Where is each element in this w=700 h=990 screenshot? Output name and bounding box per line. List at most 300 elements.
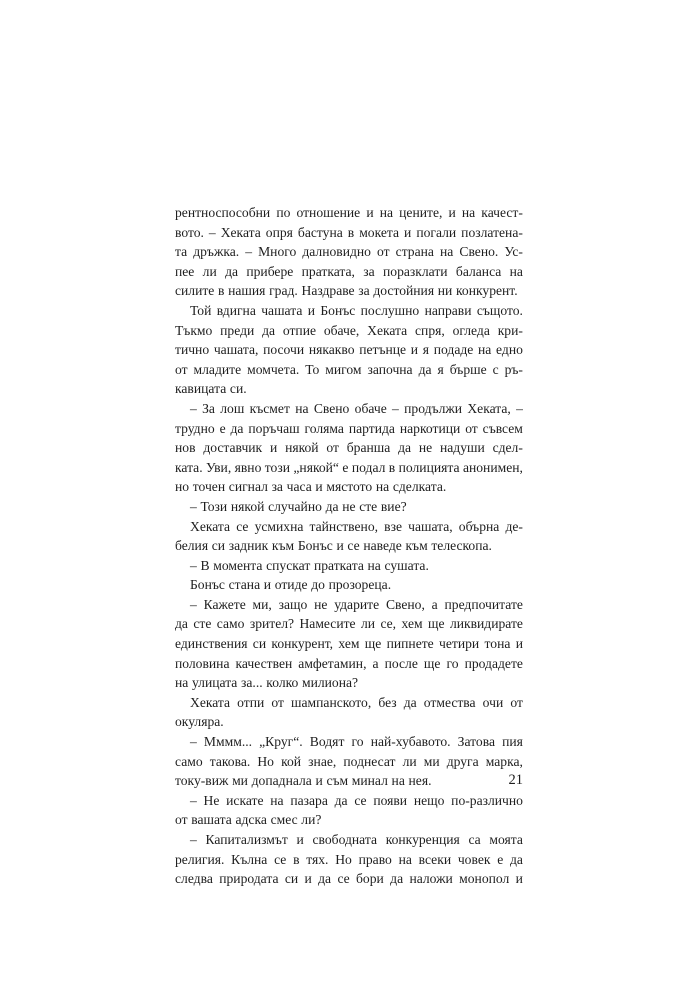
word: Кълна: [231, 851, 268, 867]
word: Свено.: [459, 244, 499, 260]
word: да: [175, 616, 188, 632]
word: сте: [193, 616, 212, 632]
word: е: [342, 459, 349, 475]
word: а: [431, 596, 438, 612]
word: е: [219, 420, 226, 436]
word: пее: [175, 263, 195, 279]
word: страна: [395, 244, 434, 260]
word: –: [190, 557, 197, 573]
word: ли?: [301, 812, 322, 828]
word: право: [358, 851, 392, 867]
word: съвсем: [482, 420, 523, 436]
word: в: [218, 283, 225, 299]
word: после: [384, 655, 418, 671]
word: окуляра.: [175, 714, 224, 730]
word: и: [336, 538, 344, 554]
word: наложи: [409, 871, 453, 887]
text-line: [175, 791, 523, 811]
word: пия: [502, 734, 523, 750]
word: сигнал: [228, 479, 268, 495]
text-line: [175, 575, 523, 595]
word: тично: [175, 342, 210, 358]
word: ръ-: [504, 361, 523, 377]
word: не: [314, 596, 328, 612]
word: де-: [505, 518, 523, 534]
text-line: [175, 810, 523, 830]
word: от: [510, 694, 523, 710]
word: и: [515, 636, 523, 652]
word: обаче: [354, 400, 387, 416]
word: В: [200, 557, 210, 573]
word: късмет: [249, 400, 290, 416]
word: вие?: [380, 498, 407, 514]
word: го: [351, 734, 364, 750]
word: да: [262, 322, 276, 338]
word: ката.: [175, 459, 203, 475]
word: Тъкмо: [175, 322, 213, 338]
word: Ус-: [504, 244, 523, 260]
word: опря: [265, 224, 293, 240]
word: бори: [356, 871, 384, 887]
text-line: [175, 850, 523, 870]
word: мокета: [359, 224, 400, 240]
word: някой: [285, 440, 319, 456]
word: и: [263, 577, 272, 593]
word: някакво: [308, 342, 355, 358]
word: Кажете: [203, 596, 246, 612]
word: и: [307, 302, 315, 318]
word: преди: [220, 322, 255, 338]
word: най-хубавото.: [370, 734, 451, 750]
text-line: [175, 419, 523, 439]
word: прозореца.: [328, 577, 392, 593]
word: от: [465, 420, 478, 436]
word: момчета.: [247, 361, 300, 377]
word: Свено,: [385, 596, 425, 612]
word: конкурент.: [456, 283, 518, 299]
word: –: [190, 498, 197, 514]
word: за: [271, 479, 283, 495]
word: за: [363, 263, 375, 279]
word: следва: [175, 871, 213, 887]
word: и: [304, 871, 312, 887]
text-line: [175, 203, 523, 223]
word: си: [284, 871, 299, 887]
text-line: [175, 301, 523, 321]
word: полицията: [398, 459, 460, 475]
word: а: [372, 655, 379, 671]
word: ще: [364, 636, 382, 652]
word: момента: [213, 557, 263, 573]
word: вдигна: [216, 302, 256, 318]
word: на: [375, 479, 390, 495]
word: по: [276, 205, 291, 220]
word: баланса: [455, 263, 502, 279]
word: кавицата: [175, 381, 227, 397]
word: да: [318, 871, 332, 887]
word: от: [175, 361, 188, 377]
word: бранша: [346, 440, 391, 456]
word: милиона?: [302, 675, 359, 691]
word: –: [190, 596, 197, 612]
word: сделката.: [392, 479, 447, 495]
word: и: [269, 440, 278, 456]
word: допаднала: [251, 773, 312, 789]
word: –: [245, 244, 253, 260]
word: белия: [175, 538, 209, 554]
word: Той: [190, 302, 212, 318]
text-line: [175, 693, 523, 713]
word: кой: [281, 753, 302, 769]
word: далновидно: [302, 244, 371, 260]
word: от: [175, 812, 188, 828]
word: от: [377, 244, 390, 260]
word: този: [264, 459, 290, 475]
word: на: [440, 244, 454, 260]
word: всеки: [418, 851, 452, 867]
text-line: [175, 321, 523, 341]
word: амфетамин,: [298, 655, 367, 671]
word: да: [398, 440, 412, 456]
word: стана: [228, 577, 261, 593]
word: искате: [226, 792, 264, 808]
word: и: [315, 773, 323, 789]
word: цените,: [399, 205, 443, 220]
word: подаде: [433, 342, 474, 358]
word: доставчик: [203, 440, 263, 456]
word: Мммм...: [203, 734, 253, 750]
word: да: [230, 420, 244, 436]
word: Намесите: [299, 616, 356, 632]
word: сте: [359, 498, 378, 514]
word: подал: [351, 459, 386, 475]
word: направи: [424, 302, 472, 318]
word: наркотици: [399, 420, 461, 436]
word: и: [366, 205, 374, 220]
word: позлатена-: [461, 224, 523, 240]
word: и: [296, 832, 304, 847]
word: поразклати: [383, 263, 448, 279]
word: марка,: [485, 753, 523, 769]
word: Хеката: [367, 322, 408, 338]
word: колко: [266, 675, 299, 691]
word: появи: [373, 792, 408, 808]
word: ми: [423, 753, 440, 769]
body-text: [175, 203, 523, 889]
word: –: [208, 224, 216, 240]
word: единствения: [175, 636, 248, 652]
word: сушата.: [384, 557, 429, 573]
word: на: [509, 263, 523, 279]
text-line: [175, 497, 523, 517]
word: вото.: [175, 224, 204, 240]
text-line: [175, 536, 523, 556]
word: четири: [439, 636, 480, 652]
word: Наздраве: [301, 283, 355, 299]
word: погали: [416, 224, 457, 240]
word: знае,: [308, 753, 337, 769]
word: същото.: [476, 302, 523, 318]
word: нещо: [413, 792, 445, 808]
word: на: [379, 205, 394, 220]
word: тона: [484, 636, 511, 652]
word: на: [398, 851, 412, 867]
word: се,: [380, 616, 397, 632]
word: до: [311, 577, 325, 593]
text-line: [175, 869, 523, 889]
word: ли: [360, 616, 376, 632]
word: мястото: [326, 479, 373, 495]
word: пратката: [313, 557, 364, 573]
word: та: [175, 244, 188, 260]
word: силите: [175, 283, 215, 299]
word: тях.: [306, 851, 329, 867]
word: човек: [457, 851, 491, 867]
word: са: [468, 832, 481, 847]
word: се: [347, 538, 360, 554]
word: в: [293, 851, 300, 867]
word: на: [295, 400, 309, 416]
word: обаче,: [323, 322, 360, 338]
word: на: [391, 773, 405, 789]
word: поръчаш: [248, 420, 300, 436]
word: минал: [351, 773, 388, 789]
word: си.: [229, 381, 247, 397]
word: някой: [230, 498, 265, 514]
word: ли: [402, 753, 417, 769]
word: точен: [192, 479, 226, 495]
word: Този: [200, 498, 228, 514]
text-line: [175, 517, 523, 537]
word: град.: [269, 283, 298, 299]
word: хем: [401, 616, 423, 632]
word: религия.: [175, 851, 225, 867]
word: посочи: [263, 342, 305, 358]
text-line: [175, 242, 523, 262]
word: ще: [428, 616, 445, 632]
word: нашия: [228, 283, 266, 299]
word: явно: [234, 459, 262, 475]
word: Водят: [309, 734, 345, 750]
word: партида: [348, 420, 395, 436]
word: отношение: [296, 205, 361, 220]
word: младите: [193, 361, 242, 377]
text-line: [175, 614, 523, 634]
word: отмества: [423, 694, 476, 710]
text-line: [175, 223, 523, 243]
word: –: [190, 792, 197, 808]
page-number: 21: [508, 772, 523, 788]
text-line: [175, 458, 523, 478]
word: моята: [489, 832, 523, 847]
word: я: [422, 342, 430, 358]
word: и: [448, 205, 456, 220]
word: чашата,: [408, 518, 453, 534]
word: само: [216, 616, 245, 632]
word: отиде: [274, 577, 308, 593]
word: чашата: [261, 302, 303, 318]
word: на: [478, 342, 492, 358]
word: на: [461, 205, 476, 220]
word: прибере: [246, 263, 294, 279]
word: свободната: [312, 832, 377, 847]
word: нов: [175, 440, 196, 456]
word: поднесат: [343, 753, 396, 769]
word: си: [211, 538, 226, 554]
word: Хеката: [220, 224, 261, 240]
word: качествен: [235, 655, 293, 671]
word: на: [367, 557, 381, 573]
word: едно: [496, 342, 523, 358]
word: си: [252, 636, 267, 652]
word: –: [516, 400, 523, 416]
word: нея.: [408, 773, 432, 789]
word: Уви,: [206, 459, 232, 475]
word: за...: [241, 675, 263, 691]
text-line: [175, 732, 523, 752]
word: го: [446, 655, 459, 671]
word: хем: [338, 636, 360, 652]
word: Много: [258, 244, 297, 260]
word: рентноспособни: [175, 205, 271, 220]
word: Хеката: [190, 518, 231, 534]
word: от: [326, 440, 339, 456]
text-line: [175, 654, 523, 674]
word: ще: [423, 655, 441, 671]
word: само: [175, 753, 203, 769]
word: бастуна: [297, 224, 343, 240]
text-line: [175, 477, 523, 497]
text-line: [175, 281, 523, 301]
word: трудно: [175, 420, 215, 436]
word: –: [190, 832, 197, 847]
word: Хеката,: [467, 400, 511, 416]
word: мигом: [325, 361, 362, 377]
word: природата: [219, 871, 279, 887]
word: конкуренция: [385, 832, 460, 847]
word: не: [342, 498, 356, 514]
word: качест-: [481, 205, 523, 220]
word: от: [271, 694, 284, 710]
word: –: [190, 400, 197, 416]
text-line: [175, 262, 523, 282]
word: дръжка.: [193, 244, 240, 260]
word: Свено: [313, 400, 350, 416]
text-line: [175, 752, 523, 772]
word: чашата,: [213, 342, 259, 358]
word: но: [175, 479, 190, 495]
word: спускат: [266, 557, 311, 573]
word: достойния: [373, 283, 435, 299]
word: Бонъс: [320, 302, 356, 318]
word: ли: [202, 263, 217, 279]
text-line: [175, 830, 523, 850]
word: на: [175, 675, 189, 691]
word: ни: [437, 283, 453, 299]
text-line: [175, 399, 523, 419]
word: Не: [203, 792, 220, 808]
word: наведе: [363, 538, 402, 554]
word: „някой“: [293, 459, 339, 475]
word: започна: [367, 361, 413, 377]
word: и: [410, 342, 419, 358]
word: се: [354, 792, 367, 808]
word: очи: [482, 694, 504, 710]
word: монопол: [459, 871, 510, 887]
word: се: [274, 851, 287, 867]
word: конкурент,: [271, 636, 334, 652]
word: не: [418, 440, 433, 456]
word: да: [325, 498, 339, 514]
word: „Круг“.: [259, 734, 303, 750]
word: огледа: [452, 322, 490, 338]
text-line: [175, 771, 523, 791]
word: тайнствено,: [309, 518, 379, 534]
word: петънце: [359, 342, 407, 358]
word: ударите: [334, 596, 380, 612]
word: се: [337, 871, 350, 887]
word: Затова: [457, 734, 495, 750]
word: голяма: [304, 420, 344, 436]
word: Капитализмът: [205, 832, 288, 847]
word: отпие: [282, 322, 317, 338]
text-line: [175, 379, 523, 399]
word: отпи: [237, 694, 265, 710]
word: в: [388, 459, 396, 475]
word: За: [202, 400, 215, 416]
word: да: [225, 263, 239, 279]
word: за: [358, 283, 370, 299]
word: пазара: [290, 792, 328, 808]
text-line: [175, 673, 523, 693]
word: с: [492, 361, 499, 377]
word: смес: [270, 812, 298, 828]
word: зрител?: [249, 616, 295, 632]
word: и: [515, 871, 523, 887]
word: надуши: [440, 440, 485, 456]
word: се: [236, 518, 249, 534]
word: взе: [384, 518, 402, 534]
word: да: [334, 792, 348, 808]
word: ликвидирате: [449, 616, 523, 632]
word: улицата: [191, 675, 238, 691]
word: спря,: [415, 322, 445, 338]
word: ми,: [252, 596, 272, 612]
text-line: [175, 556, 523, 576]
word: продължи: [404, 400, 463, 416]
word: случайно: [268, 498, 322, 514]
word: –: [190, 734, 197, 750]
word: послушно: [360, 302, 420, 318]
word: ми: [232, 773, 248, 789]
word: кри-: [497, 322, 523, 338]
word: по-различно: [451, 792, 523, 808]
word: часа: [286, 479, 312, 495]
word: защо: [278, 596, 308, 612]
word: да: [403, 694, 417, 710]
word: пипнете: [386, 636, 434, 652]
word: усмихна: [254, 518, 304, 534]
word: Но: [257, 753, 274, 769]
word: шампанското,: [291, 694, 372, 710]
word: адска: [235, 812, 267, 828]
text-line: [175, 634, 523, 654]
word: Бонъс: [190, 577, 225, 593]
word: друга: [446, 753, 479, 769]
text-line: [175, 712, 523, 732]
word: анонимен,: [462, 459, 523, 475]
word: пратката,: [301, 263, 355, 279]
